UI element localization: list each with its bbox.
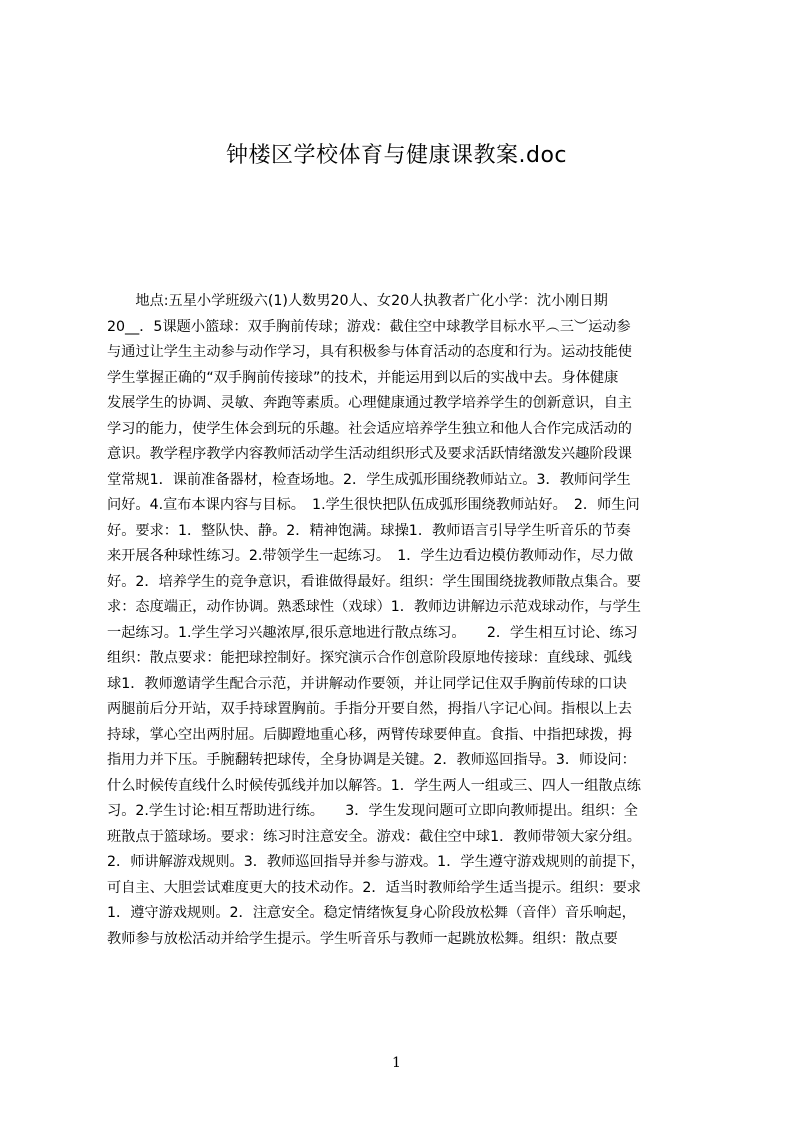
- body-line: 球1．教师邀请学生配合示范，并讲解动作要领，并让同学记住双手胸前传球的口诀: [107, 675, 627, 692]
- page-number: 1: [392, 1055, 401, 1071]
- body-line: 发展学生的协调、灵敏、奔跑等素质。心理健康通过教学培养学生的创新意识，自主: [107, 395, 632, 411]
- body-line: 2．师讲解游戏规则。3．教师巡回指导并参与游戏。1．学生遵守游戏规则的前提下，: [107, 854, 645, 870]
- body-line: 教师参与放松活动并给学生提示。学生听音乐与教师一起跳放松舞。组织：散点要: [107, 930, 618, 947]
- body-line: 求：态度端正，动作协调。熟悉球性（戏球）1．教师边讲解边示范戏球动作，与学生: [107, 599, 641, 615]
- document-body: [107, 289, 697, 947]
- document-title: 钟楼区学校体育与健康课教案.doc: [225, 143, 567, 168]
- body-line: 好。要求：1．整队快、静。2．精神饱满。球操1．教师语言引导学生听音乐的节奏: [107, 522, 631, 539]
- body-line: 学生掌握正确的“双手胸前传接球”的技术，并能运用到以后的实战中去。身体健康: [107, 369, 619, 386]
- body-line: 学习的能力，使学生体会到玩的乐趣。社会适应培养学生独立和他人合作完成活动的: [107, 420, 632, 437]
- body-line: 问好。4.宣布本课内容与目标。 1.学生很快把队伍成弧形围绕教师站好。 2．师生问: [107, 497, 640, 513]
- body-line: 什么时候传直线什么时候传弧线并加以解答。1．学生两人一组或三、四人一组散点练: [107, 777, 641, 794]
- body-line: 组织：散点要求：能把球控制好。探究演示合作创意阶段原地传接球：直线球、弧线: [107, 650, 632, 666]
- body-line: 班散点于篮球场。要求：练习时注意安全。游戏：截住空中球1．教师带领大家分组。: [107, 828, 641, 845]
- body-line: 两腿前后分开站，双手持球置胸前。手指分开要自然，拇指八字记心间。指根以上去: [107, 701, 632, 717]
- body-line: 1．遵守游戏规则。2．注意安全。稳定情绪恢复身心阶段放松舞（音伴）音乐响起，: [107, 905, 636, 921]
- body-line: 可自主、大胆尝试难度更大的技术动作。2．适当时教师给学生适当提示。组织：要求: [107, 879, 641, 896]
- body-line: 来开展各种球性练习。2.带领学生一起练习。 1．学生边看边模仿教师动作，尽力做: [107, 548, 634, 564]
- body-line: 指用力并下压。手腕翻转把球传，全身协调是关键。2．教师巡回指导。3．师设问：: [107, 752, 636, 768]
- body-line: 与通过让学生主动参与动作学习，具有积极参与体育活动的态度和行为。运动技能使: [107, 344, 632, 360]
- body-line: 好。2．培养学生的竞争意识，看谁做得最好。组织：学生围围绕拢教师散点集合。要: [107, 573, 641, 590]
- body-line: 持球，掌心空出两肘屈。后脚蹬地重心移，两臂传球要伸直。食指、中指把球拨，拇: [107, 726, 632, 743]
- body-line: 地点:五星小学班级六(1)人数男20人、女20人执教者广化小学：沈小刚日期: [107, 293, 608, 309]
- body-line: 堂常规1．课前准备器材，检查场地。2．学生成弧形围绕教师站立。3．教师问学生: [107, 471, 631, 488]
- body-line: 一起练习。1.学生学习兴趣浓厚,很乐意地进行散点练习。 2．学生相互讨论、练习: [107, 624, 638, 641]
- body-line: 20__．5课题小篮球：双手胸前传球；游戏：截住空中球教学目标水平︵三︶运动参: [107, 318, 631, 335]
- body-line: 意识。教学程序教学内容教师活动学生活动组织形式及要求活跃情绪激发兴趣阶段课: [107, 446, 632, 462]
- body-line: 习。2.学生讨论:相互帮助进行练。 3．学生发现问题可立即向教师提出。组织：全: [107, 803, 638, 819]
